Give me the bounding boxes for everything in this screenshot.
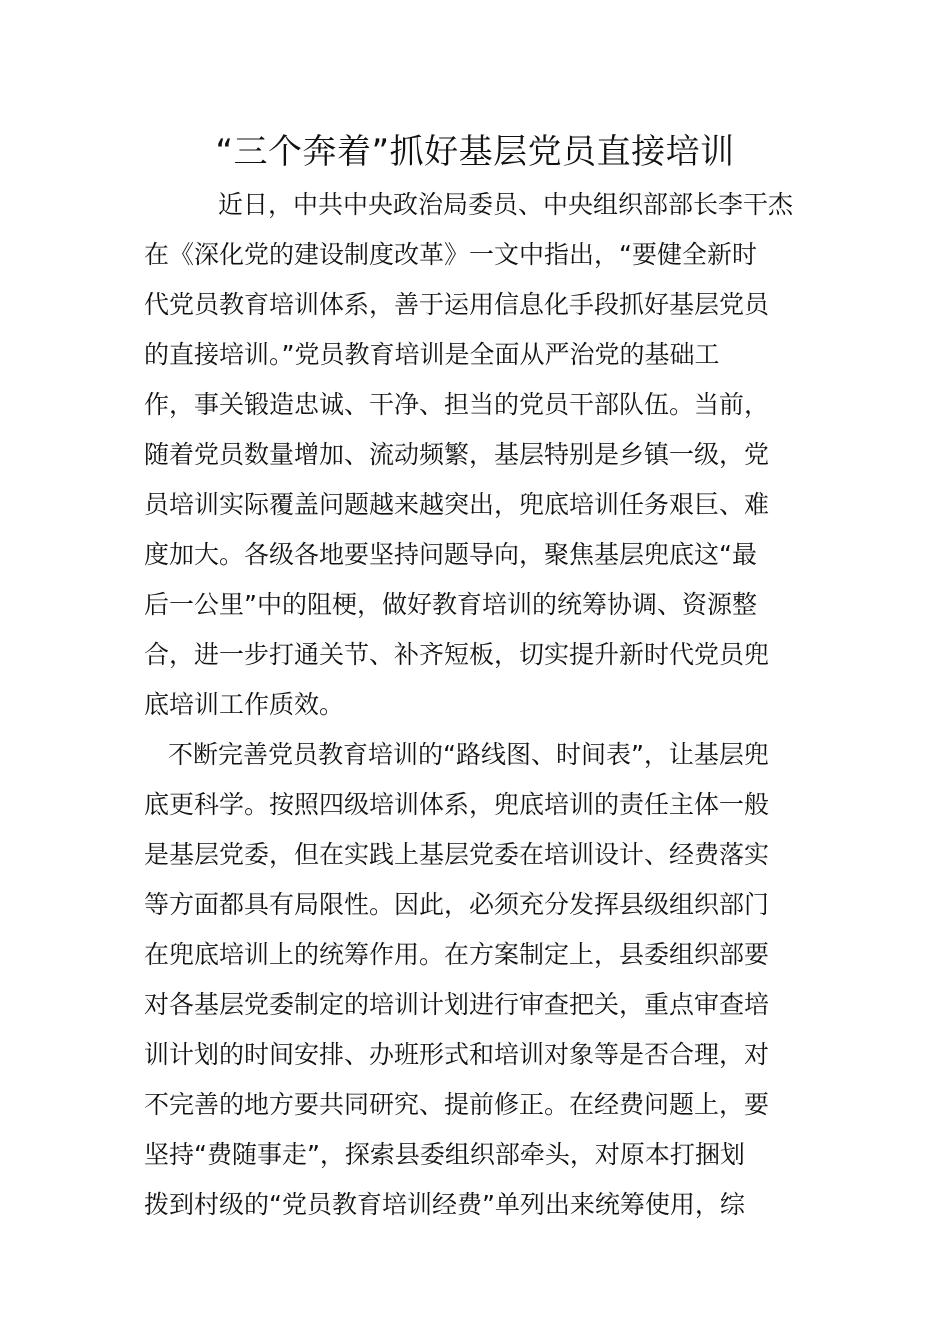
text-line: 拨到村级的“党员教育培训经费”单列出来统筹使用，综 [144,1190,745,1219]
paragraph-1 [144,180,808,730]
text-line: 是基层党委，但在实践上基层党委在培训设计、经费落实 [144,840,770,869]
text-line: 作，事关锻造忠诚、干净、担当的党员干部队伍。当前， [144,390,770,419]
text-line: 随着党员数量增加、流动频繁，基层特别是乡镇一级，党 [144,440,770,469]
text-line: 后一公里”中的阻梗，做好教育培训的统筹协调、资源整 [144,590,757,619]
text-line: 底更科学。按照四级培训体系，兜底培训的责任主体一般 [144,790,770,819]
text-line: 训计划的时间安排、办班形式和培训对象等是否合理，对 [144,1040,770,1069]
text-line: 代党员教育培训体系，善于运用信息化手段抓好基层党员 [144,290,770,319]
text-line: 的直接培训。”党员教育培训是全面从严治党的基础工 [144,340,720,369]
text-line: 底培训工作质效。 [144,690,345,719]
text-line: 不完善的地方要共同研究、提前修正。在经费问题上，要 [144,1090,770,1119]
paragraph-2 [144,730,808,1230]
text-line: 在《深化党的建设制度改革》一文中指出，“要健全新时 [144,240,757,269]
text-line: 等方面都具有局限性。因此，必须充分发挥县级组织部门 [144,890,770,919]
text-line: 合，进一步打通关节、补齐短板，切实提升新时代党员兜 [144,640,770,669]
text-line: 坚持“费随事走”，探索县委组织部牵头，对原本打捆划 [144,1140,745,1169]
text-line: 度加大。各级各地要坚持问题导向，聚焦基层兜底这“最 [144,540,757,569]
text-line: 员培训实际覆盖问题越来越突出，兜底培训任务艰巨、难 [144,490,770,519]
text-line: 在兜底培训上的统筹作用。在方案制定上，县委组织部要 [144,940,770,969]
text-line: 不断完善党员教育培训的“路线图、时间表”，让基层兜 [168,740,769,769]
document-body [144,180,808,1230]
text-line: 对各基层党委制定的培训计划进行审查把关，重点审查培 [144,990,770,1019]
document-title: “三个奔着”抓好基层党员直接培训 [215,132,735,172]
text-line: 近日，中共中央政治局委员、中央组织部部长李干杰 [218,190,794,219]
